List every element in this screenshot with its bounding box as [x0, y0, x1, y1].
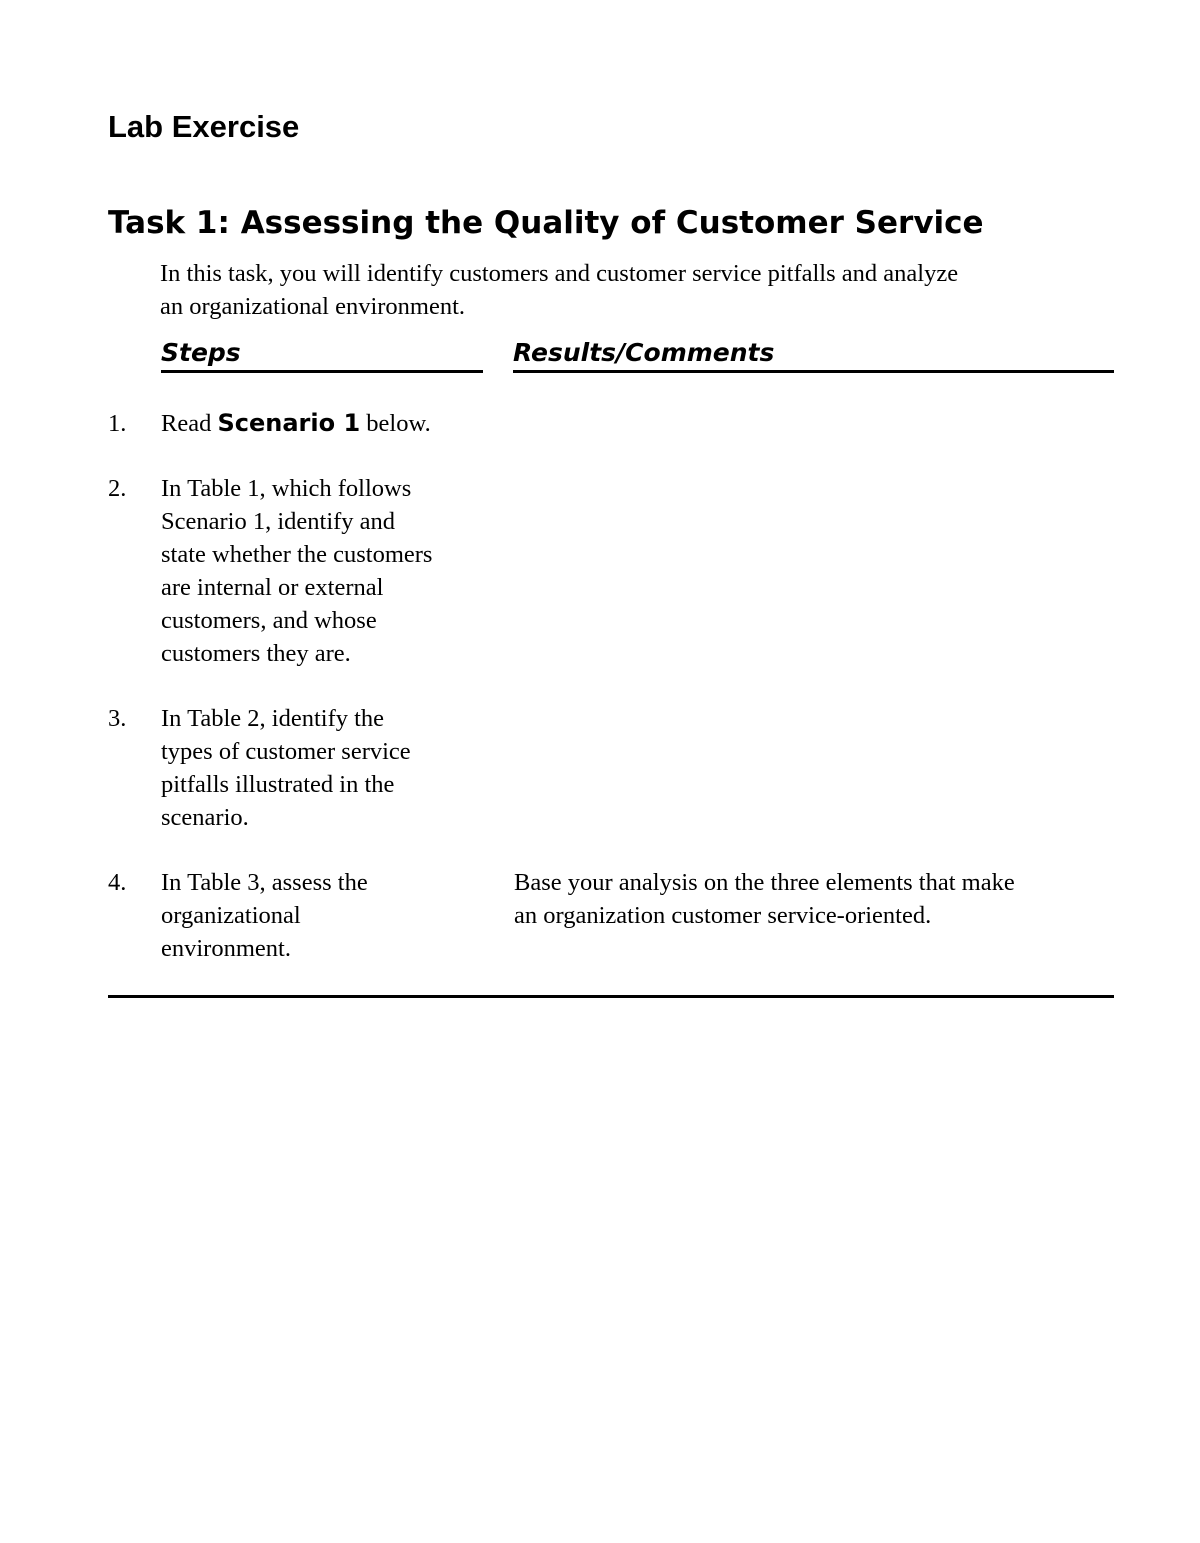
step-text-line: customers, and whose: [161, 607, 377, 634]
result-text-line: an organization customer service-oriented.: [514, 902, 932, 929]
step-text: [161, 472, 491, 670]
task-intro: [160, 257, 1120, 323]
step-number: 2.: [108, 475, 127, 502]
step-text-line: pitfalls illustrated in the: [161, 771, 395, 798]
task-intro-line-2: an organizational environment.: [160, 293, 466, 320]
step-text-line: organizational: [161, 902, 301, 929]
step-text: [161, 702, 491, 834]
step-text-line: types of customer service: [161, 738, 411, 765]
step-text: [161, 866, 491, 965]
result-text-line: Base your analysis on the three elements that make: [514, 869, 1015, 896]
steps-column-header: Steps: [161, 336, 483, 373]
step-text-line: In Table 1, which follows: [161, 475, 412, 502]
step-text-line: In Table 3, assess the: [161, 869, 368, 896]
step-text-line: environment.: [161, 935, 291, 962]
step-text: [161, 407, 491, 440]
step-number: 4.: [108, 869, 127, 896]
table-bottom-rule: [108, 995, 1114, 998]
task-intro-line-1: In this task, you will identify customers and customer service pitfalls and analyze: [160, 260, 959, 287]
scenario-reference: Scenario 1: [217, 409, 361, 437]
step-text-line: state whether the customers: [161, 541, 433, 568]
step-text-suffix: below.: [360, 410, 431, 437]
document-title: Lab Exercise: [108, 109, 300, 144]
step-text-line: customers they are.: [161, 640, 351, 667]
step-text-line: Scenario 1, identify and: [161, 508, 396, 535]
step-text-prefix: Read: [161, 410, 218, 437]
step-text-line: In Table 2, identify the: [161, 705, 385, 732]
task-heading: Task 1: Assessing the Quality of Customer Service: [108, 205, 984, 241]
step-number: 3.: [108, 705, 127, 732]
step-4-result-comment: [514, 866, 1114, 932]
step-text-line: scenario.: [161, 804, 249, 831]
results-column-header: Results/Comments: [513, 336, 1114, 373]
step-number: 1.: [108, 410, 127, 437]
step-text-line: are internal or external: [161, 574, 384, 601]
